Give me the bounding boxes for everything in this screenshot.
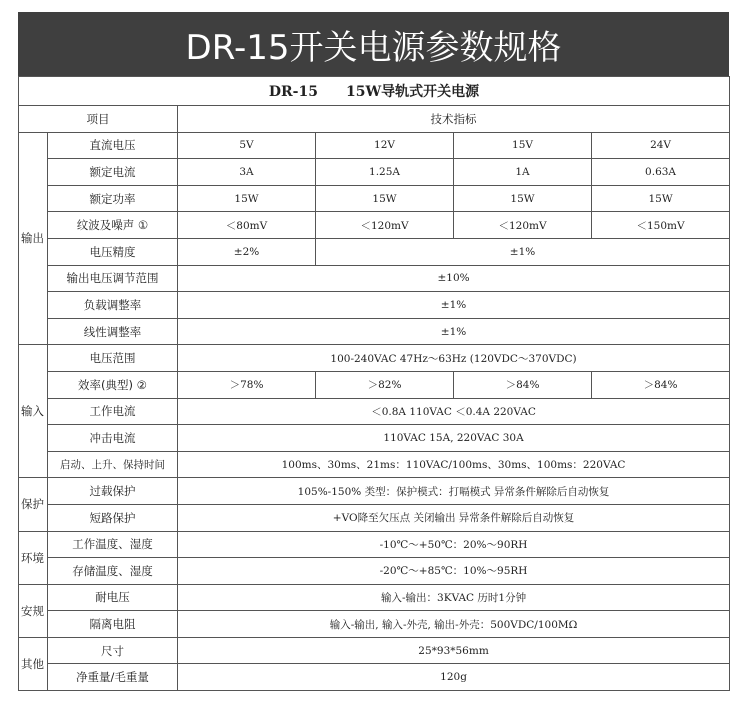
cell-value: 100-240VAC 47Hz～63Hz (120VDC～370VDC) bbox=[178, 345, 730, 372]
row-label: 耐电压 bbox=[48, 584, 178, 611]
row-label: 纹波及噪声 ① bbox=[48, 212, 178, 239]
row-label: 电压范围 bbox=[48, 345, 178, 372]
cell-value: ±2% bbox=[178, 238, 316, 265]
table-row bbox=[19, 664, 730, 691]
row-label: 负载调整率 bbox=[48, 292, 178, 319]
row-label: 净重量/毛重量 bbox=[48, 664, 178, 691]
cell-value: 15W bbox=[316, 185, 454, 212]
cell-value: 100ms、30ms、21ms：110VAC/100ms、30ms、100ms：220VAC bbox=[178, 451, 730, 478]
group-output: 输出 bbox=[19, 132, 48, 345]
table-row bbox=[19, 345, 730, 372]
cell-value: +VO降至欠压点 关闭输出 异常条件解除后自动恢复 bbox=[178, 504, 730, 531]
table-row bbox=[19, 185, 730, 212]
model-code: DR-15 bbox=[268, 84, 318, 100]
cell-value: ±10% bbox=[178, 265, 730, 292]
table-row bbox=[19, 451, 730, 478]
cell-value: 12V bbox=[316, 132, 454, 159]
header-row bbox=[19, 106, 730, 133]
row-label: 启动、上升、保持时间 bbox=[48, 451, 178, 478]
row-label: 直流电压 bbox=[48, 132, 178, 159]
cell-value: ＜120mV bbox=[316, 212, 454, 239]
cell-value: -10℃～+50℃：20%～90RH bbox=[178, 531, 730, 558]
cell-value: 120g bbox=[178, 664, 730, 691]
cell-value: 15W bbox=[592, 185, 730, 212]
cell-value: ＞84% bbox=[592, 371, 730, 398]
cell-value: ＞84% bbox=[454, 371, 592, 398]
table-row bbox=[19, 238, 730, 265]
row-label: 存储温度、湿度 bbox=[48, 558, 178, 585]
page-title: DR-15开关电源参数规格 bbox=[18, 12, 729, 76]
cell-value: ＞78% bbox=[178, 371, 316, 398]
spec-table bbox=[18, 76, 730, 691]
table-row bbox=[19, 292, 730, 319]
row-label: 电压精度 bbox=[48, 238, 178, 265]
table-row bbox=[19, 584, 730, 611]
group-other: 其他 bbox=[19, 637, 48, 690]
row-label: 工作温度、湿度 bbox=[48, 531, 178, 558]
cell-value: 输入-输出, 输入-外壳, 输出-外壳：500VDC/100MΩ bbox=[178, 611, 730, 638]
cell-value: 110VAC 15A, 220VAC 30A bbox=[178, 425, 730, 452]
table-row bbox=[19, 159, 730, 186]
group-safety: 安规 bbox=[19, 584, 48, 637]
table-row bbox=[19, 425, 730, 452]
cell-value: ±1% bbox=[316, 238, 730, 265]
row-label: 额定功率 bbox=[48, 185, 178, 212]
cell-value: ±1% bbox=[178, 318, 730, 345]
table-row bbox=[19, 611, 730, 638]
cell-value: ±1% bbox=[178, 292, 730, 319]
row-label: 短路保护 bbox=[48, 504, 178, 531]
table-row bbox=[19, 371, 730, 398]
cell-value: ＜120mV bbox=[454, 212, 592, 239]
cell-value: -20℃～+85℃：10%～95RH bbox=[178, 558, 730, 585]
cell-value: 105%-150% 类型：保护模式：打嗝模式 异常条件解除后自动恢复 bbox=[178, 478, 730, 505]
row-label: 隔离电阻 bbox=[48, 611, 178, 638]
row-label: 过载保护 bbox=[48, 478, 178, 505]
table-row bbox=[19, 478, 730, 505]
group-protection: 保护 bbox=[19, 478, 48, 531]
table-row bbox=[19, 212, 730, 239]
cell-value: 15W bbox=[454, 185, 592, 212]
header-spec: 技术指标 bbox=[178, 106, 730, 133]
table-row bbox=[19, 398, 730, 425]
cell-value: ＜0.8A 110VAC ＜0.4A 220VAC bbox=[178, 398, 730, 425]
cell-value: 3A bbox=[178, 159, 316, 186]
table-row bbox=[19, 132, 730, 159]
row-label: 冲击电流 bbox=[48, 425, 178, 452]
row-label: 额定电流 bbox=[48, 159, 178, 186]
cell-value: 15W bbox=[178, 185, 316, 212]
cell-value: ＜150mV bbox=[592, 212, 730, 239]
model-title-cell bbox=[19, 77, 730, 106]
group-environment: 环境 bbox=[19, 531, 48, 584]
model-row bbox=[19, 77, 730, 106]
group-input: 输入 bbox=[19, 345, 48, 478]
row-label: 线性调整率 bbox=[48, 318, 178, 345]
cell-value: 24V bbox=[592, 132, 730, 159]
row-label: 效率(典型) ② bbox=[48, 371, 178, 398]
cell-value: 5V bbox=[178, 132, 316, 159]
cell-value: 15V bbox=[454, 132, 592, 159]
table-row bbox=[19, 558, 730, 585]
cell-value: 0.63A bbox=[592, 159, 730, 186]
header-item: 项目 bbox=[19, 106, 178, 133]
cell-value: 1.25A bbox=[316, 159, 454, 186]
table-row bbox=[19, 265, 730, 292]
row-label: 输出电压调节范围 bbox=[48, 265, 178, 292]
model-name: 15W导轨式开关电源 bbox=[345, 84, 480, 100]
table-row bbox=[19, 504, 730, 531]
row-label: 工作电流 bbox=[48, 398, 178, 425]
cell-value: ＜80mV bbox=[178, 212, 316, 239]
table-row bbox=[19, 318, 730, 345]
cell-value: 输入-输出：3KVAC 历时1分钟 bbox=[178, 584, 730, 611]
cell-value: 25*93*56mm bbox=[178, 637, 730, 664]
cell-value: ＞82% bbox=[316, 371, 454, 398]
table-row bbox=[19, 531, 730, 558]
row-label: 尺寸 bbox=[48, 637, 178, 664]
table-row bbox=[19, 637, 730, 664]
cell-value: 1A bbox=[454, 159, 592, 186]
